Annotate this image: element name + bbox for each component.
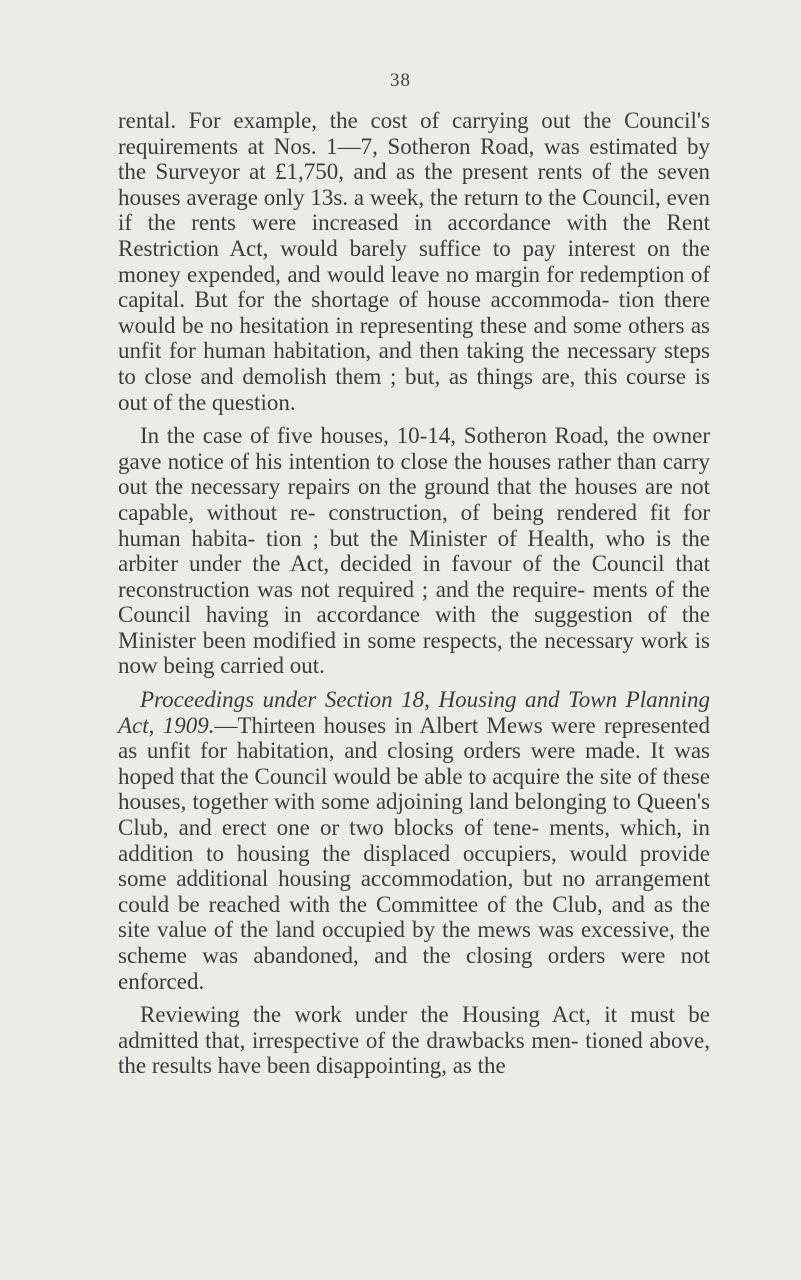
paragraph: rental. For example, the cost of carrying out the Council's requirements at Nos. 1—7, Sotheron Road, was estimated by the Surveyor at £1,750, and as the present rents of the seven houses average only 13s. a week, the return to the Council, even if the rents were increased in accordance with the Rent Restriction Act, would barely suffice to pay interest on the money expended, and would leave no margin for redemption of capital. But for the shortage of house accommoda- tion there would be no hesitation in representing these and some others as unfit for human habitation, and then taking the necessary steps to close and demolish them ; but, as things are, this course is out of the question.	[118, 108, 710, 415]
paragraph-text: —Thirteen houses in Albert Mews were represented as unfit for habitation, and closing orders were made. It was hoped that the Council would be able to acquire the site of these houses, together with some adjoining land belonging to Queen's Club, and erect one or two blocks of tene- ments, which, in addition to housing the displaced occupiers, would provide some additional housing accommodation, but no arrangement could be reached with the Committee of the Club, and as the site value of the land occupied by the mews was excessive, the scheme was abandoned, and the closing orders were not enforced.	[118, 712, 711, 994]
paragraph: In the case of five houses, 10-14, Sotheron Road, the owner gave notice of his intention to close the houses rather than carry out the necessary repairs on the ground that the houses are not capable, without re- construction, of being rendered fit for human habita- tion ; but the Minister of Health, who is the arbiter under the Act, decided in favour of the Council that reconstruction was not required ; and the require- ments of the Council having in accordance with the suggestion of the Minister been modified in some respects, the necessary work is now being carried out.	[118, 423, 710, 679]
paragraph	[118, 687, 710, 994]
body-text	[118, 108, 710, 1087]
page-number: 38	[390, 70, 411, 91]
section-heading: Proceedings under Section 18, Housing and Town Planning Act, 1909.	[118, 687, 710, 738]
paragraph: Reviewing the work under the Housing Act, it must be admitted that, irrespective of the drawbacks men- tioned above, the results have been disappointing, as the	[118, 1002, 710, 1079]
